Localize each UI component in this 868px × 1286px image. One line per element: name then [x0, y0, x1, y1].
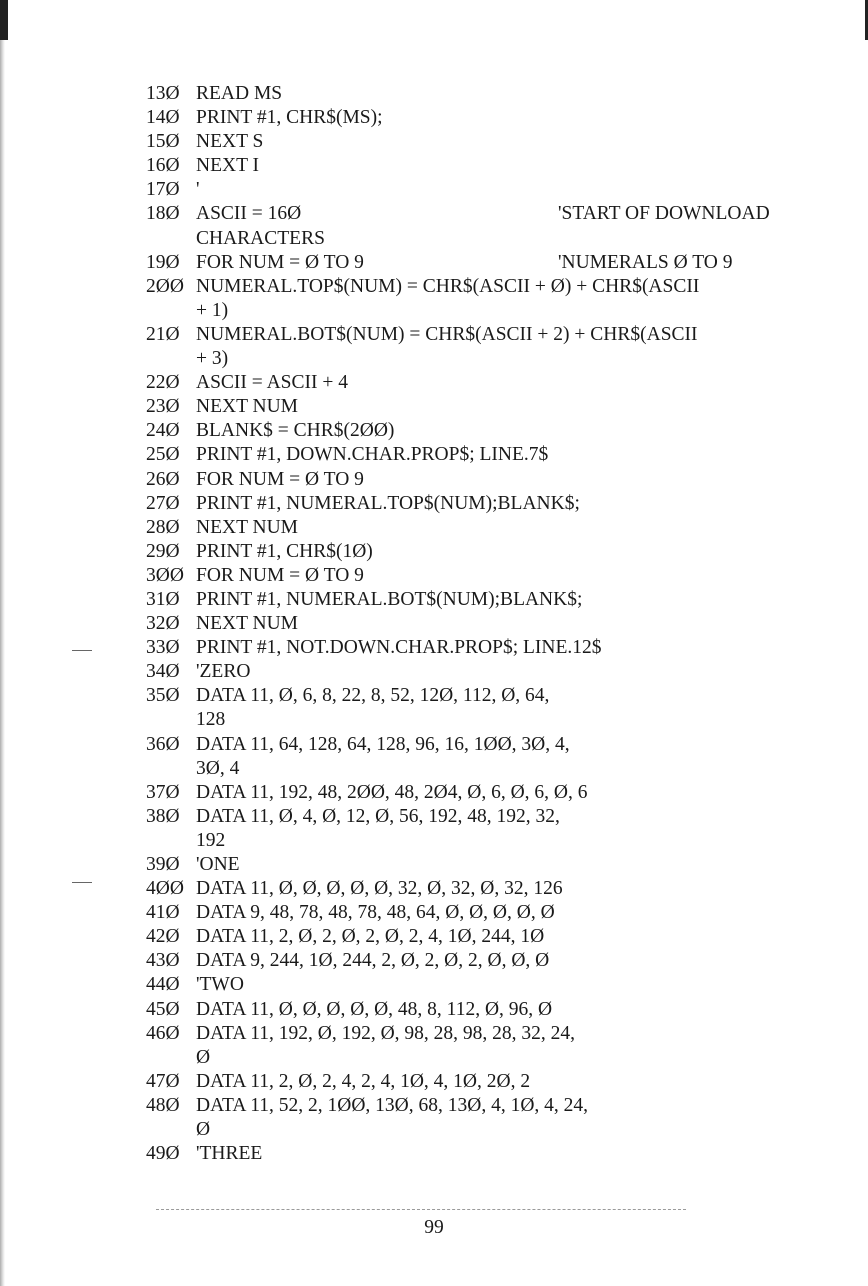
- code-line: [146, 853, 786, 877]
- line-number: 33Ø: [146, 637, 180, 659]
- line-number: 31Ø: [146, 588, 180, 610]
- code-line: [146, 395, 786, 419]
- line-number: 29Ø: [146, 540, 180, 562]
- code-text: Ø: [196, 1119, 211, 1141]
- code-line: [146, 178, 786, 202]
- code-line: [146, 1070, 786, 1094]
- code-text: READ MS: [196, 83, 283, 104]
- code-line: [146, 973, 786, 997]
- line-number: 17Ø: [146, 179, 180, 201]
- line-number: 34Ø: [146, 661, 180, 683]
- code-text: DATA 11, 192, Ø, 192, Ø, 98, 28, 98, 28, 32, 24,: [196, 1022, 576, 1044]
- code-text: NEXT I: [196, 155, 260, 177]
- code-text: NEXT NUM: [196, 396, 299, 418]
- code-line: [146, 251, 786, 275]
- code-text: NEXT NUM: [196, 613, 299, 635]
- code-line: [146, 612, 786, 636]
- code-text: NUMERAL.TOP$(NUM) = CHR$(ASCII + Ø) + CHR$(ASCII: [196, 275, 700, 297]
- code-line: [146, 901, 786, 925]
- line-number: 2ØØ: [146, 275, 184, 297]
- code-line: [146, 130, 786, 154]
- code-line: [146, 998, 786, 1022]
- line-number: 13Ø: [146, 83, 180, 104]
- code-text: + 1): [196, 299, 229, 321]
- code-text: PRINT #1, NUMERAL.BOT$(NUM);BLANK$;: [196, 588, 583, 610]
- code-line: [146, 516, 786, 540]
- line-number: 44Ø: [146, 974, 180, 996]
- line-number: 22Ø: [146, 372, 180, 394]
- footer-rule: [156, 1209, 686, 1210]
- code-text: 'THREE: [196, 1143, 263, 1165]
- code-text: 'ONE: [196, 854, 240, 875]
- code-text: DATA 9, 48, 78, 48, 78, 48, 64, Ø, Ø, Ø, Ø, Ø: [196, 902, 555, 924]
- code-line: [146, 636, 786, 660]
- code-text: DATA 11, Ø, 4, Ø, 12, Ø, 56, 192, 48, 192, 32,: [196, 805, 560, 827]
- line-number: 28Ø: [146, 516, 180, 538]
- line-number: 35Ø: [146, 685, 180, 707]
- line-number: 14Ø: [146, 107, 180, 129]
- code-line: [146, 419, 786, 443]
- line-number: 45Ø: [146, 998, 180, 1020]
- line-number: 36Ø: [146, 733, 180, 755]
- code-line: [146, 949, 786, 973]
- code-line: [146, 733, 786, 757]
- line-number: 39Ø: [146, 854, 180, 875]
- basic-program-listing: [146, 82, 786, 1166]
- line-number: 46Ø: [146, 1022, 180, 1044]
- code-text: PRINT #1, CHR$(1Ø): [196, 540, 373, 562]
- page-number: 99: [424, 1217, 444, 1238]
- code-text: DATA 11, 64, 128, 64, 128, 96, 16, 1ØØ, 3Ø, 4,: [196, 733, 570, 755]
- code-continuation-line: [146, 757, 786, 781]
- line-number: 25Ø: [146, 444, 180, 466]
- line-number: 26Ø: [146, 468, 180, 490]
- code-text: + 3): [196, 348, 229, 370]
- scan-shadow-left: [0, 0, 5, 1286]
- code-text: DATA 11, Ø, Ø, Ø, Ø, Ø, 48, 8, 112, Ø, 96, Ø: [196, 998, 553, 1020]
- code-line: [146, 492, 786, 516]
- code-text: Ø: [196, 1046, 211, 1068]
- code-text: ASCII = 16Ø: [196, 203, 302, 225]
- line-number: 23Ø: [146, 396, 180, 418]
- code-text: CHARACTERS: [196, 227, 325, 249]
- code-continuation-line: [146, 227, 786, 251]
- line-number: 32Ø: [146, 613, 180, 635]
- code-text: FOR NUM = Ø TO 9: [196, 251, 364, 273]
- code-text: NUMERAL.BOT$(NUM) = CHR$(ASCII + 2) + CHR$(ASCII: [196, 323, 698, 345]
- code-line: [146, 1142, 786, 1166]
- code-text: DATA 11, 52, 2, 1ØØ, 13Ø, 68, 13Ø, 4, 1Ø, 4, 24,: [196, 1094, 589, 1116]
- code-line: [146, 877, 786, 901]
- code-text: PRINT #1, DOWN.CHAR.PROP$; LINE.7$: [196, 444, 549, 466]
- code-continuation-line: [146, 1046, 786, 1070]
- code-line: [146, 202, 786, 226]
- code-line: [146, 660, 786, 684]
- code-continuation-line: [146, 347, 786, 371]
- line-number: 43Ø: [146, 950, 180, 972]
- code-text: DATA 11, 2, Ø, 2, 4, 2, 4, 1Ø, 4, 1Ø, 2Ø, 2: [196, 1070, 531, 1092]
- code-text: 192: [196, 829, 226, 851]
- code-text: 'ZERO: [196, 661, 251, 683]
- code-continuation-line: [146, 1118, 786, 1142]
- code-line: [146, 805, 786, 829]
- code-text: FOR NUM = Ø TO 9: [196, 564, 364, 586]
- code-line: [146, 564, 786, 588]
- code-line: [146, 588, 786, 612]
- code-line: [146, 323, 786, 347]
- code-line: [146, 371, 786, 395]
- line-number: 16Ø: [146, 155, 180, 177]
- margin-mark: [72, 882, 92, 883]
- code-text: PRINT #1, CHR$(MS);: [196, 107, 383, 129]
- line-number: 38Ø: [146, 805, 180, 827]
- code-text: DATA 11, 2, Ø, 2, Ø, 2, Ø, 2, 4, 1Ø, 244, 1Ø: [196, 926, 545, 948]
- code-line: [146, 925, 786, 949]
- code-line: [146, 540, 786, 564]
- line-number: 27Ø: [146, 492, 180, 514]
- line-number: 24Ø: [146, 420, 180, 442]
- code-text: DATA 11, 192, 48, 2ØØ, 48, 2Ø4, Ø, 6, Ø, 6, Ø, 6: [196, 781, 588, 803]
- code-line: [146, 684, 786, 708]
- code-text: ': [196, 179, 200, 201]
- line-number: 19Ø: [146, 251, 180, 273]
- line-number: 42Ø: [146, 926, 180, 948]
- code-text: FOR NUM = Ø TO 9: [196, 468, 364, 490]
- code-line: [146, 106, 786, 130]
- code-text: DATA 11, Ø, Ø, Ø, Ø, Ø, 32, Ø, 32, Ø, 32, 126: [196, 878, 563, 900]
- code-text: NEXT S: [196, 131, 264, 153]
- code-continuation-line: [146, 708, 786, 732]
- margin-mark: [72, 650, 92, 651]
- code-text: BLANK$ = CHR$(2ØØ): [196, 420, 395, 442]
- line-number: 48Ø: [146, 1094, 180, 1116]
- code-line: [146, 468, 786, 492]
- scan-mark-top-left: [0, 0, 8, 40]
- code-text: 128: [196, 709, 226, 731]
- code-text: ASCII = ASCII + 4: [196, 372, 349, 394]
- code-line: [146, 82, 786, 106]
- code-line: [146, 154, 786, 178]
- code-text: NEXT NUM: [196, 516, 299, 538]
- code-line: [146, 781, 786, 805]
- line-number: 21Ø: [146, 323, 180, 345]
- code-line: [146, 1094, 786, 1118]
- code-text: 3Ø, 4: [196, 757, 240, 779]
- line-number: 3ØØ: [146, 564, 184, 586]
- code-text: DATA 9, 244, 1Ø, 244, 2, Ø, 2, Ø, 2, Ø, Ø, Ø: [196, 950, 550, 972]
- code-text: PRINT #1, NUMERAL.TOP$(NUM);BLANK$;: [196, 492, 580, 514]
- code-continuation-line: [146, 299, 786, 323]
- line-number: 15Ø: [146, 131, 180, 153]
- line-number: 18Ø: [146, 203, 180, 225]
- code-continuation-line: [146, 829, 786, 853]
- code-comment: 'NUMERALS Ø TO 9: [558, 251, 733, 273]
- code-text: PRINT #1, NOT.DOWN.CHAR.PROP$; LINE.12$: [196, 637, 602, 659]
- code-line: [146, 1022, 786, 1046]
- code-text: 'TWO: [196, 974, 244, 996]
- code-text: DATA 11, Ø, 6, 8, 22, 8, 52, 12Ø, 112, Ø, 64,: [196, 685, 550, 707]
- line-number: 47Ø: [146, 1070, 180, 1092]
- line-number: 49Ø: [146, 1143, 180, 1165]
- code-comment: 'START OF DOWNLOAD: [558, 203, 770, 225]
- code-line: [146, 275, 786, 299]
- line-number: 4ØØ: [146, 878, 184, 900]
- line-number: 37Ø: [146, 781, 180, 803]
- code-line: [146, 443, 786, 467]
- line-number: 41Ø: [146, 902, 180, 924]
